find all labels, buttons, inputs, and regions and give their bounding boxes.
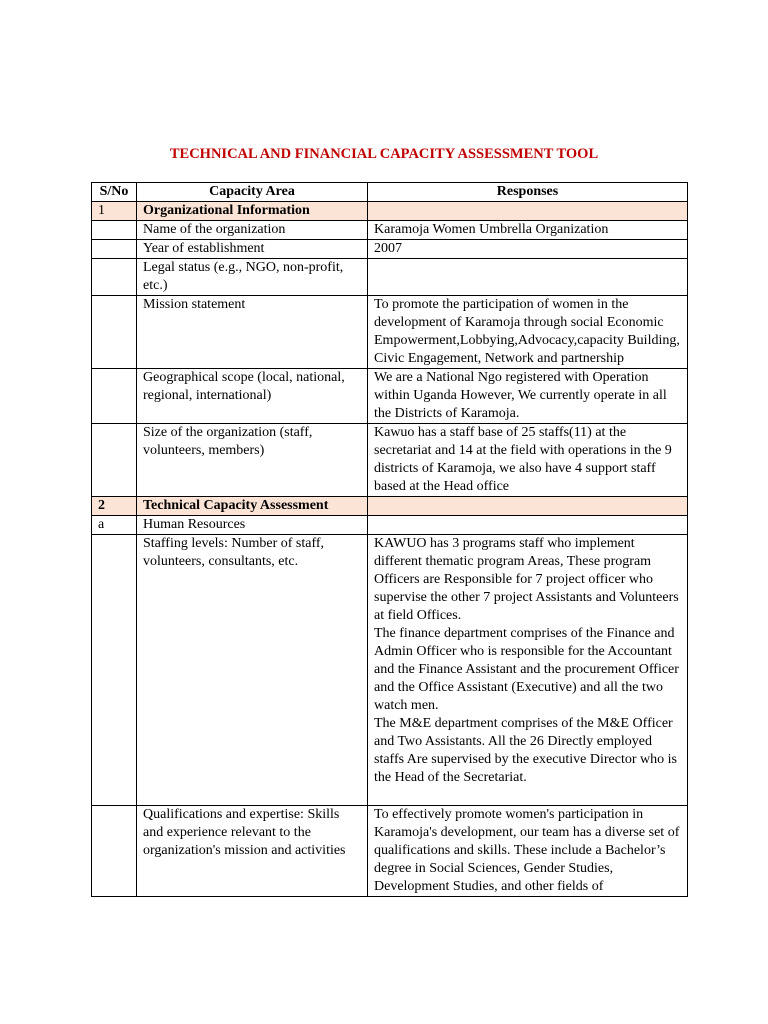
table-row xyxy=(92,806,688,897)
section-empty-cell xyxy=(368,497,688,516)
section-number: 2 xyxy=(92,497,137,516)
table-row xyxy=(92,221,688,240)
table-row xyxy=(92,296,688,369)
sno-cell xyxy=(92,424,137,497)
section-row-organizational-information xyxy=(92,202,688,221)
capacity-area-cell: Mission statement xyxy=(137,296,368,369)
header-responses: Responses xyxy=(368,183,688,202)
table-row xyxy=(92,259,688,296)
capacity-area-cell: Legal status (e.g., NGO, non-profit, etc.) xyxy=(137,259,368,296)
capacity-area-cell: Geographical scope (local, national, regional, international) xyxy=(137,369,368,424)
assessment-table xyxy=(91,182,688,897)
capacity-area-cell: Staffing levels: Number of staff, volunteers, consultants, etc. xyxy=(137,535,368,806)
subsection-letter: a xyxy=(92,516,137,535)
capacity-area-cell: Year of establishment xyxy=(137,240,368,259)
sno-cell xyxy=(92,240,137,259)
header-capacity-area: Capacity Area xyxy=(137,183,368,202)
response-cell xyxy=(368,516,688,535)
response-cell: To promote the participation of women in the development of Karamoja through social Economic Empowerment,Lobbying,Advocacy,capacity Building, Civic Engagement, Network and partnership xyxy=(368,296,688,369)
subsection-row-human-resources xyxy=(92,516,688,535)
section-empty-cell xyxy=(368,202,688,221)
capacity-area-cell: Name of the organization xyxy=(137,221,368,240)
sno-cell xyxy=(92,296,137,369)
table-row xyxy=(92,240,688,259)
sno-cell xyxy=(92,221,137,240)
sno-cell xyxy=(92,806,137,897)
table-row xyxy=(92,424,688,497)
response-cell xyxy=(368,259,688,296)
response-cell: KAWUO has 3 programs staff who implement different thematic program Areas, These program Officers are Responsible for 7 project officer who supervise the other 7 project Assistants and Volunteers at field Offices. The finance department comprises of the Finance and Admin Officer who is responsible for the Accountant and the Finance Assistant and the procurement Officer and the Office Assistant (Executive) and all the two watch men. The M&E department comprises of the M&E Officer and Two Assistants. All the 26 Directly employed staffs Are supervised by the executive Director who is the Head of the Secretariat. xyxy=(368,535,688,806)
sno-cell xyxy=(92,535,137,806)
table-row xyxy=(92,535,688,806)
header-sno: S/No xyxy=(92,183,137,202)
response-cell: We are a National Ngo registered with Operation within Uganda However, We currently operate in all the Districts of Karamoja. xyxy=(368,369,688,424)
response-cell: To effectively promote women's participation in Karamoja's development, our team has a diverse set of qualifications and skills. These include a Bachelor’s degree in Social Sciences, Gender Studies, Development Studies, and other fields of xyxy=(368,806,688,897)
table-header-row xyxy=(92,183,688,202)
capacity-area-cell: Qualifications and expertise: Skills and experience relevant to the organization's mission and activities xyxy=(137,806,368,897)
page-title: TECHNICAL AND FINANCIAL CAPACITY ASSESSMENT TOOL xyxy=(169,146,599,162)
section-label: Organizational Information xyxy=(137,202,368,221)
response-cell: Karamoja Women Umbrella Organization xyxy=(368,221,688,240)
response-cell: 2007 xyxy=(368,240,688,259)
section-label: Technical Capacity Assessment xyxy=(137,497,368,516)
capacity-area-cell: Size of the organization (staff, volunteers, members) xyxy=(137,424,368,497)
sno-cell xyxy=(92,369,137,424)
subsection-label: Human Resources xyxy=(137,516,368,535)
section-row-technical-capacity-assessment xyxy=(92,497,688,516)
response-cell: Kawuo has a staff base of 25 staffs(11) at the secretariat and 14 at the field with operations in the 9 districts of Karamoja, we also have 4 support staff based at the Head office xyxy=(368,424,688,497)
section-number: 1 xyxy=(92,202,137,221)
table-row xyxy=(92,369,688,424)
sno-cell xyxy=(92,259,137,296)
